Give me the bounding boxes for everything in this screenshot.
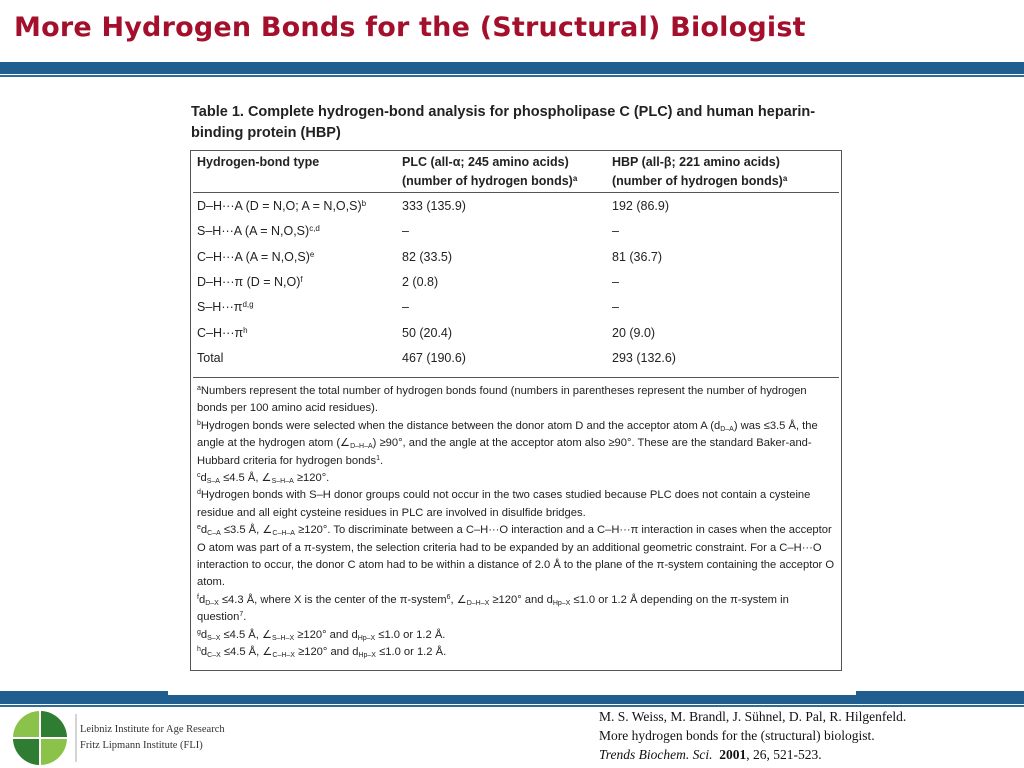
footnote-d: $^d$Hydrogen bonds with S–H donor groups could not occur in the two cases studied because PLC does not contain a cysteine residue and all eight cysteine residues in PLC are involved in disulfide bridges. — [197, 489, 811, 519]
table-row — [191, 272, 841, 292]
row-sup: c,d — [309, 224, 320, 233]
row-sup: e — [309, 250, 315, 259]
row-type: Total — [197, 351, 224, 365]
table-row — [191, 196, 841, 216]
citation-year: 2001 — [719, 747, 747, 762]
row-plc-value: 333 (135.9) — [402, 199, 466, 213]
row-plc-value: 467 (190.6) — [402, 351, 466, 365]
header-plc-sup: a — [572, 174, 578, 183]
row-plc-value: 82 (33.5) — [402, 250, 453, 264]
table-footnotes — [197, 383, 837, 662]
row-type: D–H···π (D = N,O) — [197, 275, 301, 289]
footnote-e: $^ed_{C-A} \le 3.5$ Å, $\angle_{C-H-A} \ge 120^\circ$. To discriminate between a C–H···O interaction and a C–H···π interaction in cases when the acceptor O atom was part of a π-system, the selection criteria had to be expanded by an additional geometric constraint. For a C–H···O interaction to occur, the donor C atom had to be within a distance of 2.0 Å to the plane of the π-system containing the acceptor O atom. — [197, 524, 835, 589]
header-type-label: Hydrogen-bond type — [197, 155, 320, 169]
row-plc-value: 50 (20.4) — [402, 326, 453, 340]
hydrogen-bond-table — [190, 150, 842, 671]
bottom-divider-gap — [168, 691, 856, 695]
logo-text — [80, 722, 225, 754]
header-hbp-sup: a — [782, 174, 788, 183]
row-plc-value: 2 (0.8) — [402, 275, 439, 289]
citation-authors: M. S. Weiss, M. Brandl, J. Sühnel, D. Pal, R. Hilgenfeld. — [599, 709, 907, 724]
row-hbp-value: – — [612, 275, 619, 289]
row-type: C–H···π — [197, 326, 244, 340]
table-row-total — [191, 348, 841, 368]
row-sup: b — [361, 199, 367, 208]
citation — [599, 707, 906, 764]
row-hbp-value: – — [612, 224, 619, 238]
header-col-type — [197, 153, 319, 172]
citation-volume-pages: , 26, 521-523. — [746, 747, 822, 762]
citation-title: More hydrogen bonds for the (structural) biologist. — [599, 728, 875, 743]
row-hbp-value: 192 (86.9) — [612, 199, 669, 213]
row-plc-value: – — [402, 300, 409, 314]
row-hbp-value: – — [612, 300, 619, 314]
row-hbp-value: 20 (9.0) — [612, 326, 656, 340]
footnote-g: $^gd_{S-X} \le 4.5$ Å, $\angle_{S-H-X} \ge 120^\circ$ and $d_{Hp-X} \le 1.0$ or 1.2 Å. — [197, 628, 446, 642]
footnote-b: $^b$Hydrogen bonds were selected when the distance between the donor atom D and the acceptor atom A $(d_{D-A})$ was ≤3.5 Å, the angle at the hydrogen atom $(\angle_{D-H-A}) \ge 90^\circ$, and the angle at the acceptor atom also ≥90°. These are the standard Baker-and-Hubbard criteria for hydrogen bonds$^1$. — [197, 419, 818, 467]
row-type: S–H···π — [197, 300, 243, 314]
footnote-f: $^fd_{D-X} \le 4.3$ Å, where X is the center of the π-system$^6$, $\angle_{D-H-X} \ge 120^\circ$ and $d_{Hp-X} \le 1.0$ or 1.2 Å depending on the π-system in question$^7$. — [197, 593, 789, 624]
citation-journal: Trends Biochem. Sci. — [599, 747, 713, 762]
row-type: D–H···A (D = N,O; A = N,O,S) — [197, 199, 362, 213]
top-divider-line — [0, 75, 1024, 77]
row-type: C–H···A (A = N,O,S) — [197, 250, 310, 264]
footnote-h: $^hd_{C-X} \le 4.5$ Å, $\angle_{C-H-X} \ge 120^\circ$ and $d_{Hp-X} \le 1.0$ or 1.2 Å. — [197, 646, 447, 660]
row-sup: h — [243, 326, 248, 335]
table-row — [191, 221, 841, 241]
table-row — [191, 297, 841, 317]
row-hbp-value: 81 (36.7) — [612, 250, 663, 264]
table-title: Table 1. Complete hydrogen-bond analysis for phospholipase C (PLC) and human heparin-binding protein (HBP) — [191, 104, 816, 141]
slide-title: More Hydrogen Bonds for the (Structural) Biologist — [14, 12, 806, 43]
logo-line-1: Leibniz Institute for Age Research — [80, 724, 225, 735]
footnote-divider — [193, 377, 839, 378]
footnote-c: $^cd_{S-A} \le 4.5$ Å, $\angle_{S-H-A} \ge 120^\circ$. — [197, 472, 330, 486]
top-divider-bar — [0, 62, 1024, 74]
header-col-hbp — [612, 153, 787, 191]
header-plc-line2: (number of hydrogen bonds) — [402, 174, 573, 188]
header-divider — [193, 192, 839, 193]
row-type: S–H···A (A = N,O,S) — [197, 224, 310, 238]
table-row — [191, 323, 841, 343]
header-col-plc — [402, 153, 577, 191]
row-sup: d,g — [242, 300, 254, 309]
header-hbp-line2: (number of hydrogen bonds) — [612, 174, 783, 188]
footnote-a: $^a$Numbers represent the total number of hydrogen bonds found (numbers in parentheses represent the number of hydrogen bonds per 100 amino acid residues). — [197, 385, 807, 415]
table-row — [191, 247, 841, 267]
header-plc-line1: PLC (all-α; 245 amino acids) — [402, 155, 569, 169]
row-hbp-value: 293 (132.6) — [612, 351, 676, 365]
row-plc-value: – — [402, 224, 409, 238]
header-hbp-line1: HBP (all-β; 221 amino acids) — [612, 155, 780, 169]
citation-source — [599, 745, 906, 764]
logo-line-2: Fritz Lipmann Institute (FLI) — [80, 740, 203, 751]
row-sup: f — [300, 275, 303, 284]
